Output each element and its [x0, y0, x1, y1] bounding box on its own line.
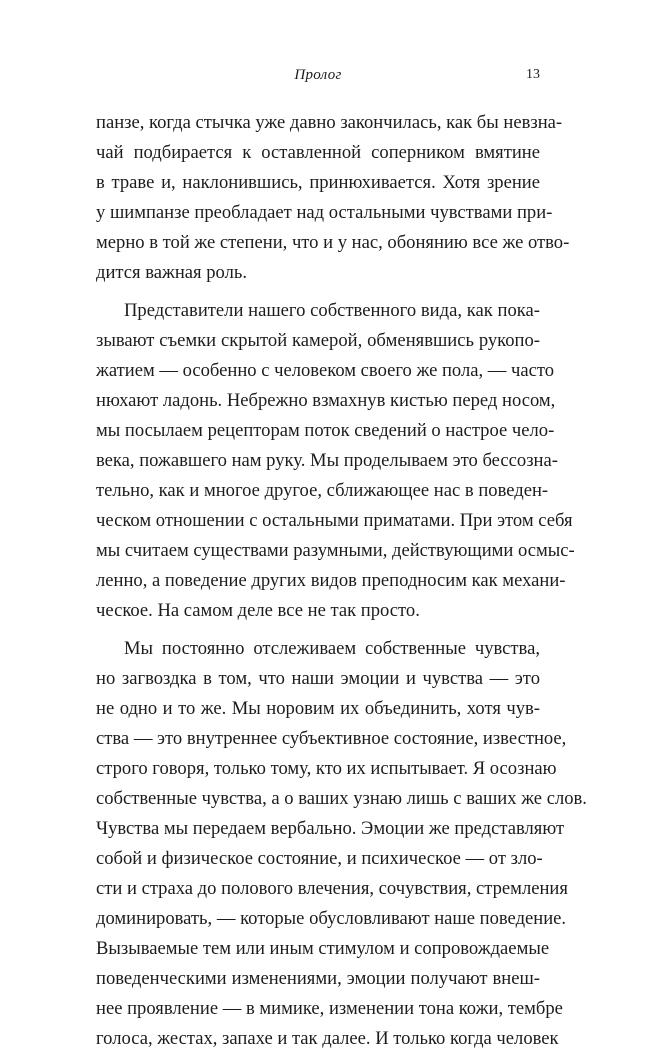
text-line: мерно в той же степени, что и у нас, обонянию все же отво- [96, 232, 570, 253]
text-line: собственные чувства, а о ваших узнаю лишь с ваших же слов. [96, 788, 587, 809]
text-line: Мы постоянно отслеживаем собственные чувства, [124, 638, 540, 659]
text-line: Чувства мы передаем вербально. Эмоции же представляют [96, 818, 565, 839]
text-line: нюхают ладонь. Небрежно взмахнув кистью перед носом, [96, 390, 556, 411]
text-line: нее проявление — в мимике, изменении тона кожи, тембре [96, 998, 563, 1019]
text-line: ческом отношении с остальными приматами. При этом себя [96, 510, 573, 531]
text-line: чай подбирается к оставленной соперником вмятине [96, 142, 540, 163]
page-number: 13 [526, 67, 540, 82]
text-line: собой и физическое состояние, и психическое — от зло- [96, 848, 543, 869]
text-line: но загвоздка в том, что наши эмоции и чувства — это [96, 668, 540, 689]
text-line: ства — это внутреннее субъективное состояние, известное, [96, 728, 567, 749]
text-line: жатием — особенно с человеком своего же пола, — часто [96, 360, 555, 381]
chapter-title: Пролог [294, 67, 342, 83]
text-line: ленно, а поведение других видов преподносим как механи- [96, 570, 566, 591]
text-line: доминировать, — которые обусловливают наше поведение. [96, 908, 567, 929]
running-head [96, 64, 540, 86]
text-line: сти и страха до полового влечения, сочувствия, стремления [96, 878, 568, 899]
text-line: мы посылаем рецепторам поток сведений о настрое чело- [96, 420, 555, 441]
text-line: поведенческими изменениями, эмоции получают внеш- [96, 968, 540, 989]
text-line: в траве и, наклонившись, принюхивается. Хотя зрение [96, 172, 540, 193]
text-line: Представители нашего собственного вида, как пока- [124, 300, 540, 321]
text-line: зывают съемки скрытой камерой, обменявшись рукопо- [96, 330, 540, 351]
text-line: дится важная роль. [96, 262, 248, 283]
text-line: Вызываемые тем или иным стимулом и сопровождаемые [96, 938, 550, 959]
text-line: века, пожавшего нам руку. Мы проделываем это бессозна- [96, 450, 558, 471]
text-line: голоса, жестах, запахе и так далее. И только когда человек [96, 1028, 559, 1049]
text-line: строго говоря, только тому, кто их испытывает. Я осознаю [96, 758, 557, 779]
body-text [96, 108, 587, 1054]
text-line: панзе, когда стычка уже давно закончилась, как бы невзна- [96, 112, 563, 133]
text-line: не одно и то же. Мы норовим их объединить, хотя чув- [96, 698, 540, 719]
text-line: у шимпанзе преобладает над остальными чувствами при- [96, 202, 553, 223]
text-line: ческое. На самом деле все не так просто. [96, 600, 420, 621]
text-line: тельно, как и многое другое, сближающее нас в поведен- [96, 480, 549, 501]
text-line: мы считаем существами разумными, действующими осмыс- [96, 540, 575, 561]
